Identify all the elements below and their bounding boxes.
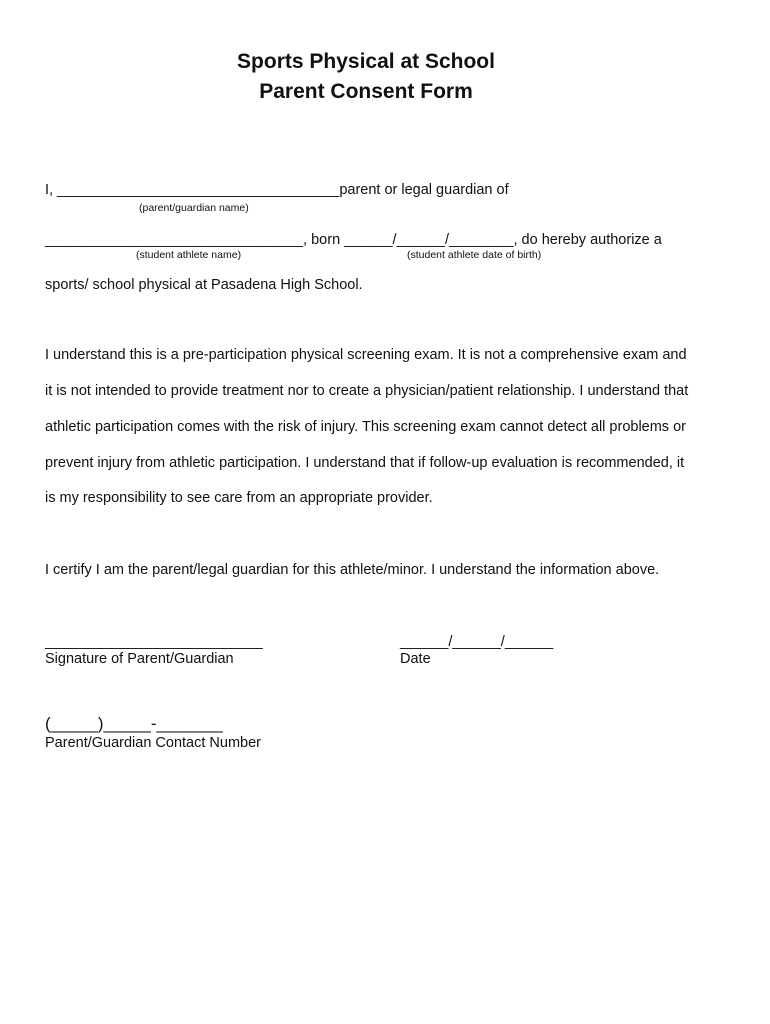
date-label: Date <box>400 651 431 667</box>
contact-number-line[interactable]: (_____)_____-_______ <box>45 714 223 733</box>
dob-caption: (student athlete date of birth) <box>407 249 542 261</box>
student-name-caption: (student athlete name) <box>136 249 242 261</box>
understanding-line: athletic participation comes with the risk of injury. This screening exam cannot detect all problems or <box>45 419 686 435</box>
signature-line[interactable]: ___________________________ <box>45 634 263 650</box>
contact-number-label: Parent/Guardian Contact Number <box>45 735 261 751</box>
date-line[interactable]: ______/______/______ <box>400 634 554 650</box>
consent-line-3: sports/ school physical at Pasadena High School. <box>45 277 363 293</box>
signature-label: Signature of Parent/Guardian <box>45 651 234 667</box>
form-title: Sports Physical at School <box>237 50 495 73</box>
parent-name-caption: (parent/guardian name) <box>139 202 249 214</box>
consent-line-2: ________________________________, born ______/______/________, do hereby authorize a <box>45 232 662 248</box>
certify-statement: I certify I am the parent/legal guardian for this athlete/minor. I understand the information above. <box>45 562 660 578</box>
understanding-line: prevent injury from athletic participation. I understand that if follow-up evaluation is recommended, it <box>45 455 685 471</box>
understanding-line: it is not intended to provide treatment nor to create a physician/patient relationship. I understand that <box>45 383 689 399</box>
understanding-line: I understand this is a pre-participation physical screening exam. It is not a comprehensive exam and <box>45 347 687 363</box>
form-subtitle: Parent Consent Form <box>259 80 473 103</box>
understanding-line: is my responsibility to see care from an appropriate provider. <box>45 490 433 506</box>
consent-line-1: I, ___________________________________parent or legal guardian of <box>45 182 509 198</box>
